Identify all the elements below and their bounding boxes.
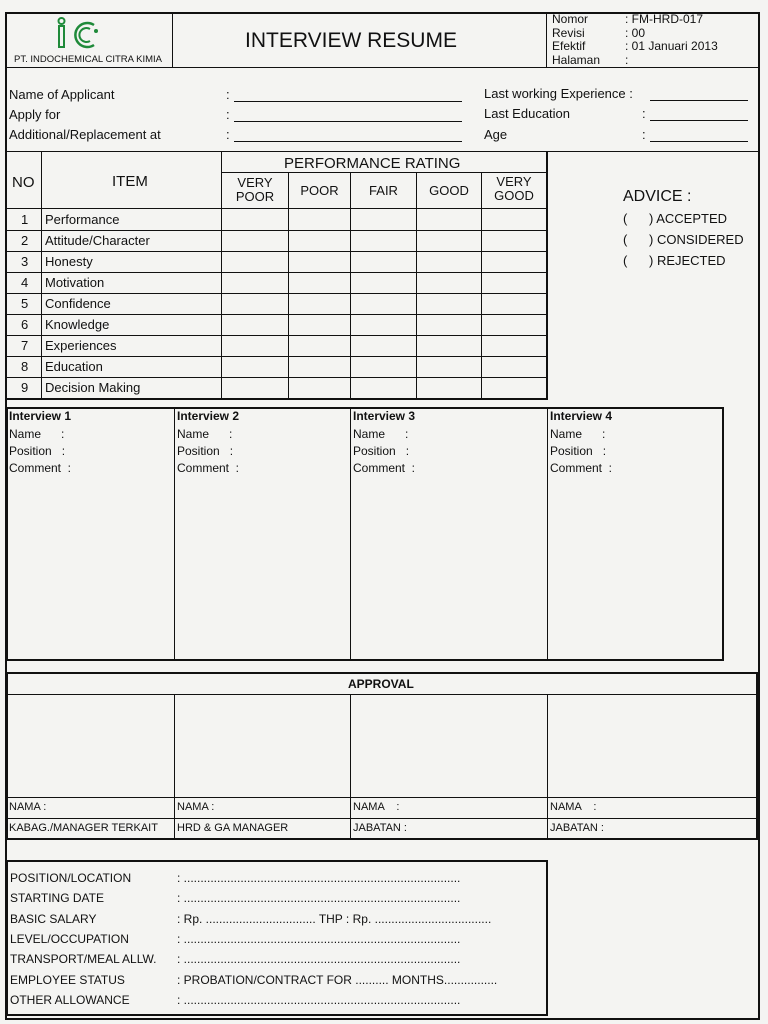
rating-cell-very-good[interactable] [482, 357, 540, 376]
meta-row [552, 13, 758, 27]
header-item: ITEM [112, 173, 148, 190]
rating-col-poor: POOR [300, 183, 339, 198]
rating-cell-fair[interactable] [351, 378, 415, 397]
rating-cell-fair[interactable] [351, 357, 415, 376]
offer-value-field[interactable]: : PROBATION/CONTRACT FOR .......... MONTHS................ [177, 972, 498, 987]
meta-label-halaman: Halaman [552, 52, 601, 67]
meta-row [552, 27, 758, 41]
rating-cell-very-poor[interactable] [222, 210, 287, 229]
offer-label: POSITION/LOCATION [10, 871, 132, 885]
rating-cell-very-good[interactable] [482, 210, 540, 229]
rating-cell-poor[interactable] [289, 231, 349, 250]
rating-cell-very-poor[interactable] [222, 357, 287, 376]
interview-name-label: Name : [177, 427, 233, 441]
approval-jabatan-1: KABAG./MANAGER TERKAIT [9, 822, 158, 834]
rating-row-item: Motivation [45, 275, 105, 290]
meta-label-efektif: Efektif [552, 39, 586, 53]
rating-cell-very-poor[interactable] [222, 252, 287, 271]
rating-cell-good[interactable] [417, 378, 480, 397]
rating-cell-good[interactable] [417, 336, 480, 355]
interview-comment-label: Comment : [550, 461, 613, 475]
header-no: NO [12, 174, 35, 191]
signature-area-2[interactable] [177, 697, 348, 795]
rating-row-no: 7 [21, 338, 29, 353]
offer-value-field[interactable]: : ................................................................................... [177, 891, 461, 906]
interview-position-label: Position : [9, 444, 66, 458]
signature-area-4[interactable] [550, 697, 756, 795]
meta-value-halaman: : [625, 52, 629, 67]
meta-label-revisi: Revisi [552, 25, 585, 40]
rating-row-item: Honesty [45, 254, 93, 269]
rating-cell-poor[interactable] [289, 252, 349, 271]
interview-title: Interview 1 [9, 409, 72, 423]
label-apply-for: Apply for [9, 107, 61, 122]
rating-row-item: Confidence [45, 296, 111, 311]
rating-cell-very-poor[interactable] [222, 336, 287, 355]
header-divider-left [172, 13, 173, 68]
colon: : [226, 127, 230, 142]
interview-position-label: Position : [177, 444, 234, 458]
offer-label: STARTING DATE [10, 891, 105, 906]
rating-cell-very-poor[interactable] [222, 273, 287, 292]
interview-name-label: Name : [353, 427, 409, 441]
interview-title: Interview 4 [550, 409, 613, 423]
rating-cell-fair[interactable] [351, 210, 415, 229]
advice-option-accepted[interactable]: ( ) ACCEPTED [623, 211, 728, 226]
interview-divider-1 [174, 408, 175, 660]
interview-comment-label: Comment : [9, 461, 72, 475]
colon: : [226, 87, 230, 102]
approval-nama-3: NAMA : [353, 801, 400, 813]
offer-label: EMPLOYEE STATUS [10, 972, 125, 987]
rating-cell-very-good[interactable] [482, 336, 540, 355]
doc-meta [552, 13, 758, 67]
rating-row-no: 8 [21, 359, 29, 374]
company-name: PT. INDOCHEMICAL CITRA KIMIA [14, 54, 162, 65]
last-education-field[interactable] [650, 120, 748, 121]
approval-signature-rule [7, 797, 757, 798]
interview-comment-area[interactable] [177, 479, 348, 654]
name-of-applicant-field[interactable] [234, 101, 462, 102]
meta-value-revisi: : 00 [625, 25, 646, 40]
interview-position-label: Position : [353, 444, 410, 458]
rating-row-no: 9 [21, 380, 29, 395]
approval-title: APPROVAL [348, 677, 414, 691]
interview-position-label: Position : [550, 444, 607, 458]
approval-jabatan-3: JABATAN : [353, 822, 407, 834]
rating-row [6, 272, 547, 293]
approval-title-rule [7, 694, 757, 695]
rating-col-good: GOOD [429, 183, 469, 198]
interview-name-label: Name : [550, 427, 606, 441]
rating-row [6, 251, 547, 272]
rating-row-item: Education [45, 359, 103, 374]
label-last-education: Last Education [484, 106, 571, 121]
rating-row-no: 6 [21, 317, 29, 332]
label-last-working-experience: Last working Experience : [484, 86, 633, 101]
label-age: Age [484, 127, 508, 142]
approval-nama-rule [7, 818, 757, 819]
interview-comment-area[interactable] [353, 479, 545, 654]
interview-2-column [177, 409, 348, 657]
rating-cell-very-poor[interactable] [222, 231, 287, 250]
rating-cell-very-good[interactable] [482, 273, 540, 292]
signature-area-3[interactable] [353, 697, 545, 795]
rating-cell-good[interactable] [417, 294, 480, 313]
rating-row [6, 314, 547, 335]
interview-1-column [9, 409, 172, 657]
colon: : [226, 107, 230, 122]
colon: : [642, 127, 646, 142]
rating-cell-poor[interactable] [289, 357, 349, 376]
offer-label: LEVEL/OCCUPATION [10, 931, 129, 946]
header-performance-rating: PERFORMANCE RATING [284, 155, 461, 172]
rating-cell-good[interactable] [417, 231, 480, 250]
rating-cell-very-good[interactable] [482, 315, 540, 334]
rating-row-item: Attitude/Character [45, 233, 150, 248]
rating-cell-very-good[interactable] [482, 231, 540, 250]
rating-cell-very-poor[interactable] [222, 378, 287, 397]
rating-row [6, 293, 547, 314]
offer-value-field[interactable]: : ................................................................................... [177, 952, 461, 967]
rating-cell-very-poor[interactable] [222, 315, 287, 334]
rating-row-no: 5 [21, 296, 29, 311]
rating-row-item: Experiences [45, 338, 117, 353]
rating-cell-fair[interactable] [351, 252, 415, 271]
form-title: INTERVIEW RESUME [245, 29, 457, 52]
interview-comment-area[interactable] [9, 479, 172, 654]
advice-title: ADVICE : [623, 188, 692, 205]
rating-cell-poor[interactable] [289, 294, 349, 313]
rating-row-item: Decision Making [45, 380, 141, 395]
offer-label: OTHER ALLOWANCE [10, 992, 130, 1007]
rating-cell-fair[interactable] [351, 315, 415, 334]
rating-row [6, 377, 547, 398]
rating-row [6, 335, 547, 356]
additional-replacement-field[interactable] [234, 141, 462, 142]
offer-value-field[interactable]: : ................................................................................... [177, 871, 461, 885]
rating-row [6, 230, 547, 251]
rating-cell-poor[interactable] [289, 273, 349, 292]
signature-area-1[interactable] [8, 697, 172, 795]
offer-value-field[interactable]: : Rp. ................................. THP : Rp. ................................... [177, 911, 492, 926]
rating-cell-poor[interactable] [289, 336, 349, 355]
company-logo [56, 17, 104, 51]
rating-group-rule [221, 172, 547, 173]
advice-option-considered[interactable]: ( ) CONSIDERED [623, 232, 744, 247]
label-additional-replacement: Additional/Replacement at [9, 127, 161, 142]
meta-value-nomor: : FM-HRD-017 [625, 12, 704, 26]
offer-label: BASIC SALARY [10, 911, 97, 926]
rating-cell-poor[interactable] [289, 315, 349, 334]
rating-cell-good[interactable] [417, 357, 480, 376]
rating-col-very-poor: VERY POOR [235, 175, 275, 204]
interview-comment-label: Comment : [177, 461, 240, 475]
age-field[interactable] [650, 141, 748, 142]
label-name-of-applicant: Name of Applicant [9, 87, 115, 102]
rating-cell-poor[interactable] [289, 378, 349, 397]
interview-comment-area[interactable] [550, 479, 722, 654]
interview-title: Interview 2 [177, 409, 240, 423]
colon: : [642, 106, 646, 121]
interview-divider-3 [547, 408, 548, 660]
rating-row-item: Performance [45, 212, 120, 227]
rating-row-no: 2 [21, 233, 29, 248]
header-bottom-rule [6, 67, 758, 68]
offer-value-field[interactable]: : ................................................................................... [177, 992, 461, 1007]
interview-name-label: Name : [9, 427, 65, 441]
rating-cell-very-poor[interactable] [222, 294, 287, 313]
offer-value-field[interactable]: : ................................................................................... [177, 931, 461, 946]
rating-row-no: 3 [21, 254, 29, 269]
last-working-experience-field[interactable] [650, 100, 748, 101]
rating-cell-fair[interactable] [351, 273, 415, 292]
rating-row [6, 356, 547, 377]
rating-col-very-good: VERY GOOD [494, 174, 534, 203]
approval-nama-2: NAMA : [177, 801, 215, 813]
interview-title: Interview 3 [353, 409, 416, 423]
approval-nama-4: NAMA : [550, 801, 597, 813]
approval-nama-1: NAMA : [9, 801, 47, 813]
rating-row [6, 209, 547, 230]
rating-row-item: Knowledge [45, 317, 110, 332]
rating-row-no: 4 [21, 275, 29, 290]
meta-value-efektif: : 01 Januari 2013 [625, 39, 718, 53]
approval-jabatan-4: JABATAN : [550, 822, 604, 834]
advice-option-rejected[interactable]: ( ) REJECTED [623, 253, 726, 268]
rating-cell-good[interactable] [417, 273, 480, 292]
rating-cell-very-good[interactable] [482, 252, 540, 271]
rating-cell-good[interactable] [417, 210, 480, 229]
rating-cell-very-good[interactable] [482, 294, 540, 313]
interview-3-column [353, 409, 545, 657]
meta-label-nomor: Nomor [552, 12, 589, 26]
meta-row [552, 54, 758, 68]
offer-label: TRANSPORT/MEAL ALLW. [10, 952, 157, 967]
rating-cell-poor[interactable] [289, 210, 349, 229]
interview-4-column [550, 409, 722, 657]
rating-row-no: 1 [21, 212, 29, 227]
rating-col-fair: FAIR [369, 183, 398, 198]
rating-cell-fair[interactable] [351, 294, 415, 313]
rating-cell-good[interactable] [417, 252, 480, 271]
header-divider-right [546, 13, 547, 68]
meta-row [552, 40, 758, 54]
apply-for-field[interactable] [234, 121, 462, 122]
approval-jabatan-2: HRD & GA MANAGER [177, 822, 289, 834]
rating-cell-very-good[interactable] [482, 378, 540, 397]
rating-cell-fair[interactable] [351, 336, 415, 355]
rating-cell-good[interactable] [417, 315, 480, 334]
interview-divider-2 [350, 408, 351, 660]
rating-cell-fair[interactable] [351, 231, 415, 250]
interview-comment-label: Comment : [353, 461, 416, 475]
